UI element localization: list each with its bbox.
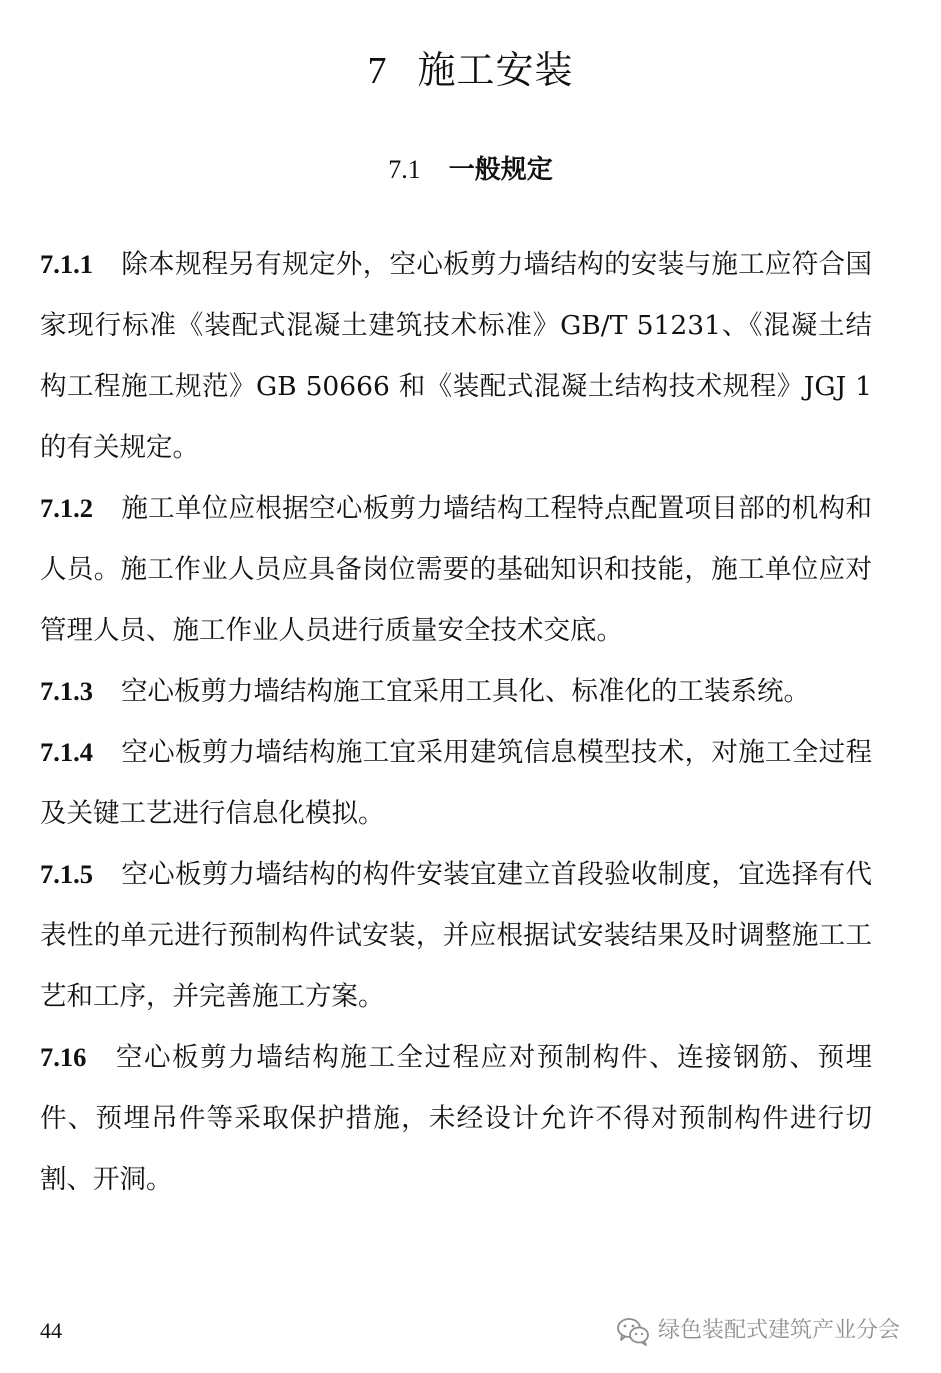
clause-number: 7.1.1 xyxy=(40,249,93,279)
clause-7-1-1 xyxy=(40,234,872,478)
clause-number: 7.1.2 xyxy=(40,493,93,523)
clause-number: 7.16 xyxy=(40,1042,87,1072)
page-number: 44 xyxy=(40,1318,62,1343)
clause-7-1-4 xyxy=(40,722,872,844)
clause-7-1-2 xyxy=(40,478,872,661)
chapter-title-text: 施工安装 xyxy=(417,48,574,92)
clause-number: 7.1.5 xyxy=(40,859,93,889)
section-title-text: 一般规定 xyxy=(448,155,553,185)
clause-7-1-6 xyxy=(40,1027,872,1210)
clause-text: 施工单位应根据空心板剪力墙结构工程特点配置项目部的机构和人员。施工作业人员应具备岗位需要的基础知识和技能，施工单位应对管理人员、施工作业人员进行质量安全技术交底。 xyxy=(40,493,872,646)
clause-list xyxy=(40,234,872,1210)
wechat-icon xyxy=(616,1316,658,1346)
clause-text: 空心板剪力墙结构施工宜采用建筑信息模型技术，对施工全过程及关键工艺进行信息化模拟。 xyxy=(40,737,872,829)
clause-text: 空心板剪力墙结构施工宜采用工具化、标准化的工装系统。 xyxy=(121,676,810,707)
chapter-number: 7 xyxy=(367,50,388,92)
watermark-text: 绿色装配式建筑产业分会 xyxy=(658,1318,901,1343)
clause-7-1-3 xyxy=(40,661,872,722)
chapter-title xyxy=(0,42,941,99)
clause-number: 7.1.3 xyxy=(40,676,93,706)
section-number: 7.1 xyxy=(388,155,421,184)
clause-number: 7.1.4 xyxy=(40,737,93,767)
clause-text: 空心板剪力墙结构的构件安装宜建立首段验收制度，宜选择有代表性的单元进行预制构件试安装，并应根据试安装结果及时调整施工工艺和工序，并完善施工方案。 xyxy=(40,859,872,1012)
clause-text: 空心板剪力墙结构施工全过程应对预制构件、连接钢筋、预埋件、预埋吊件等采取保护措施，未经设计允许不得对预制构件进行切割、开洞。 xyxy=(40,1042,872,1195)
clause-7-1-5 xyxy=(40,844,872,1027)
clause-text: 除本规程另有规定外，空心板剪力墙结构的安装与施工应符合国家现行标准《装配式混凝土建筑技术标准》GB/T 51231、《混凝土结构工程施工规范》GB 50666 和《装配式混凝土结构技术规程》JGJ 1 的有关规定。 xyxy=(40,249,872,463)
section-title xyxy=(0,148,941,192)
watermark xyxy=(616,1314,900,1348)
